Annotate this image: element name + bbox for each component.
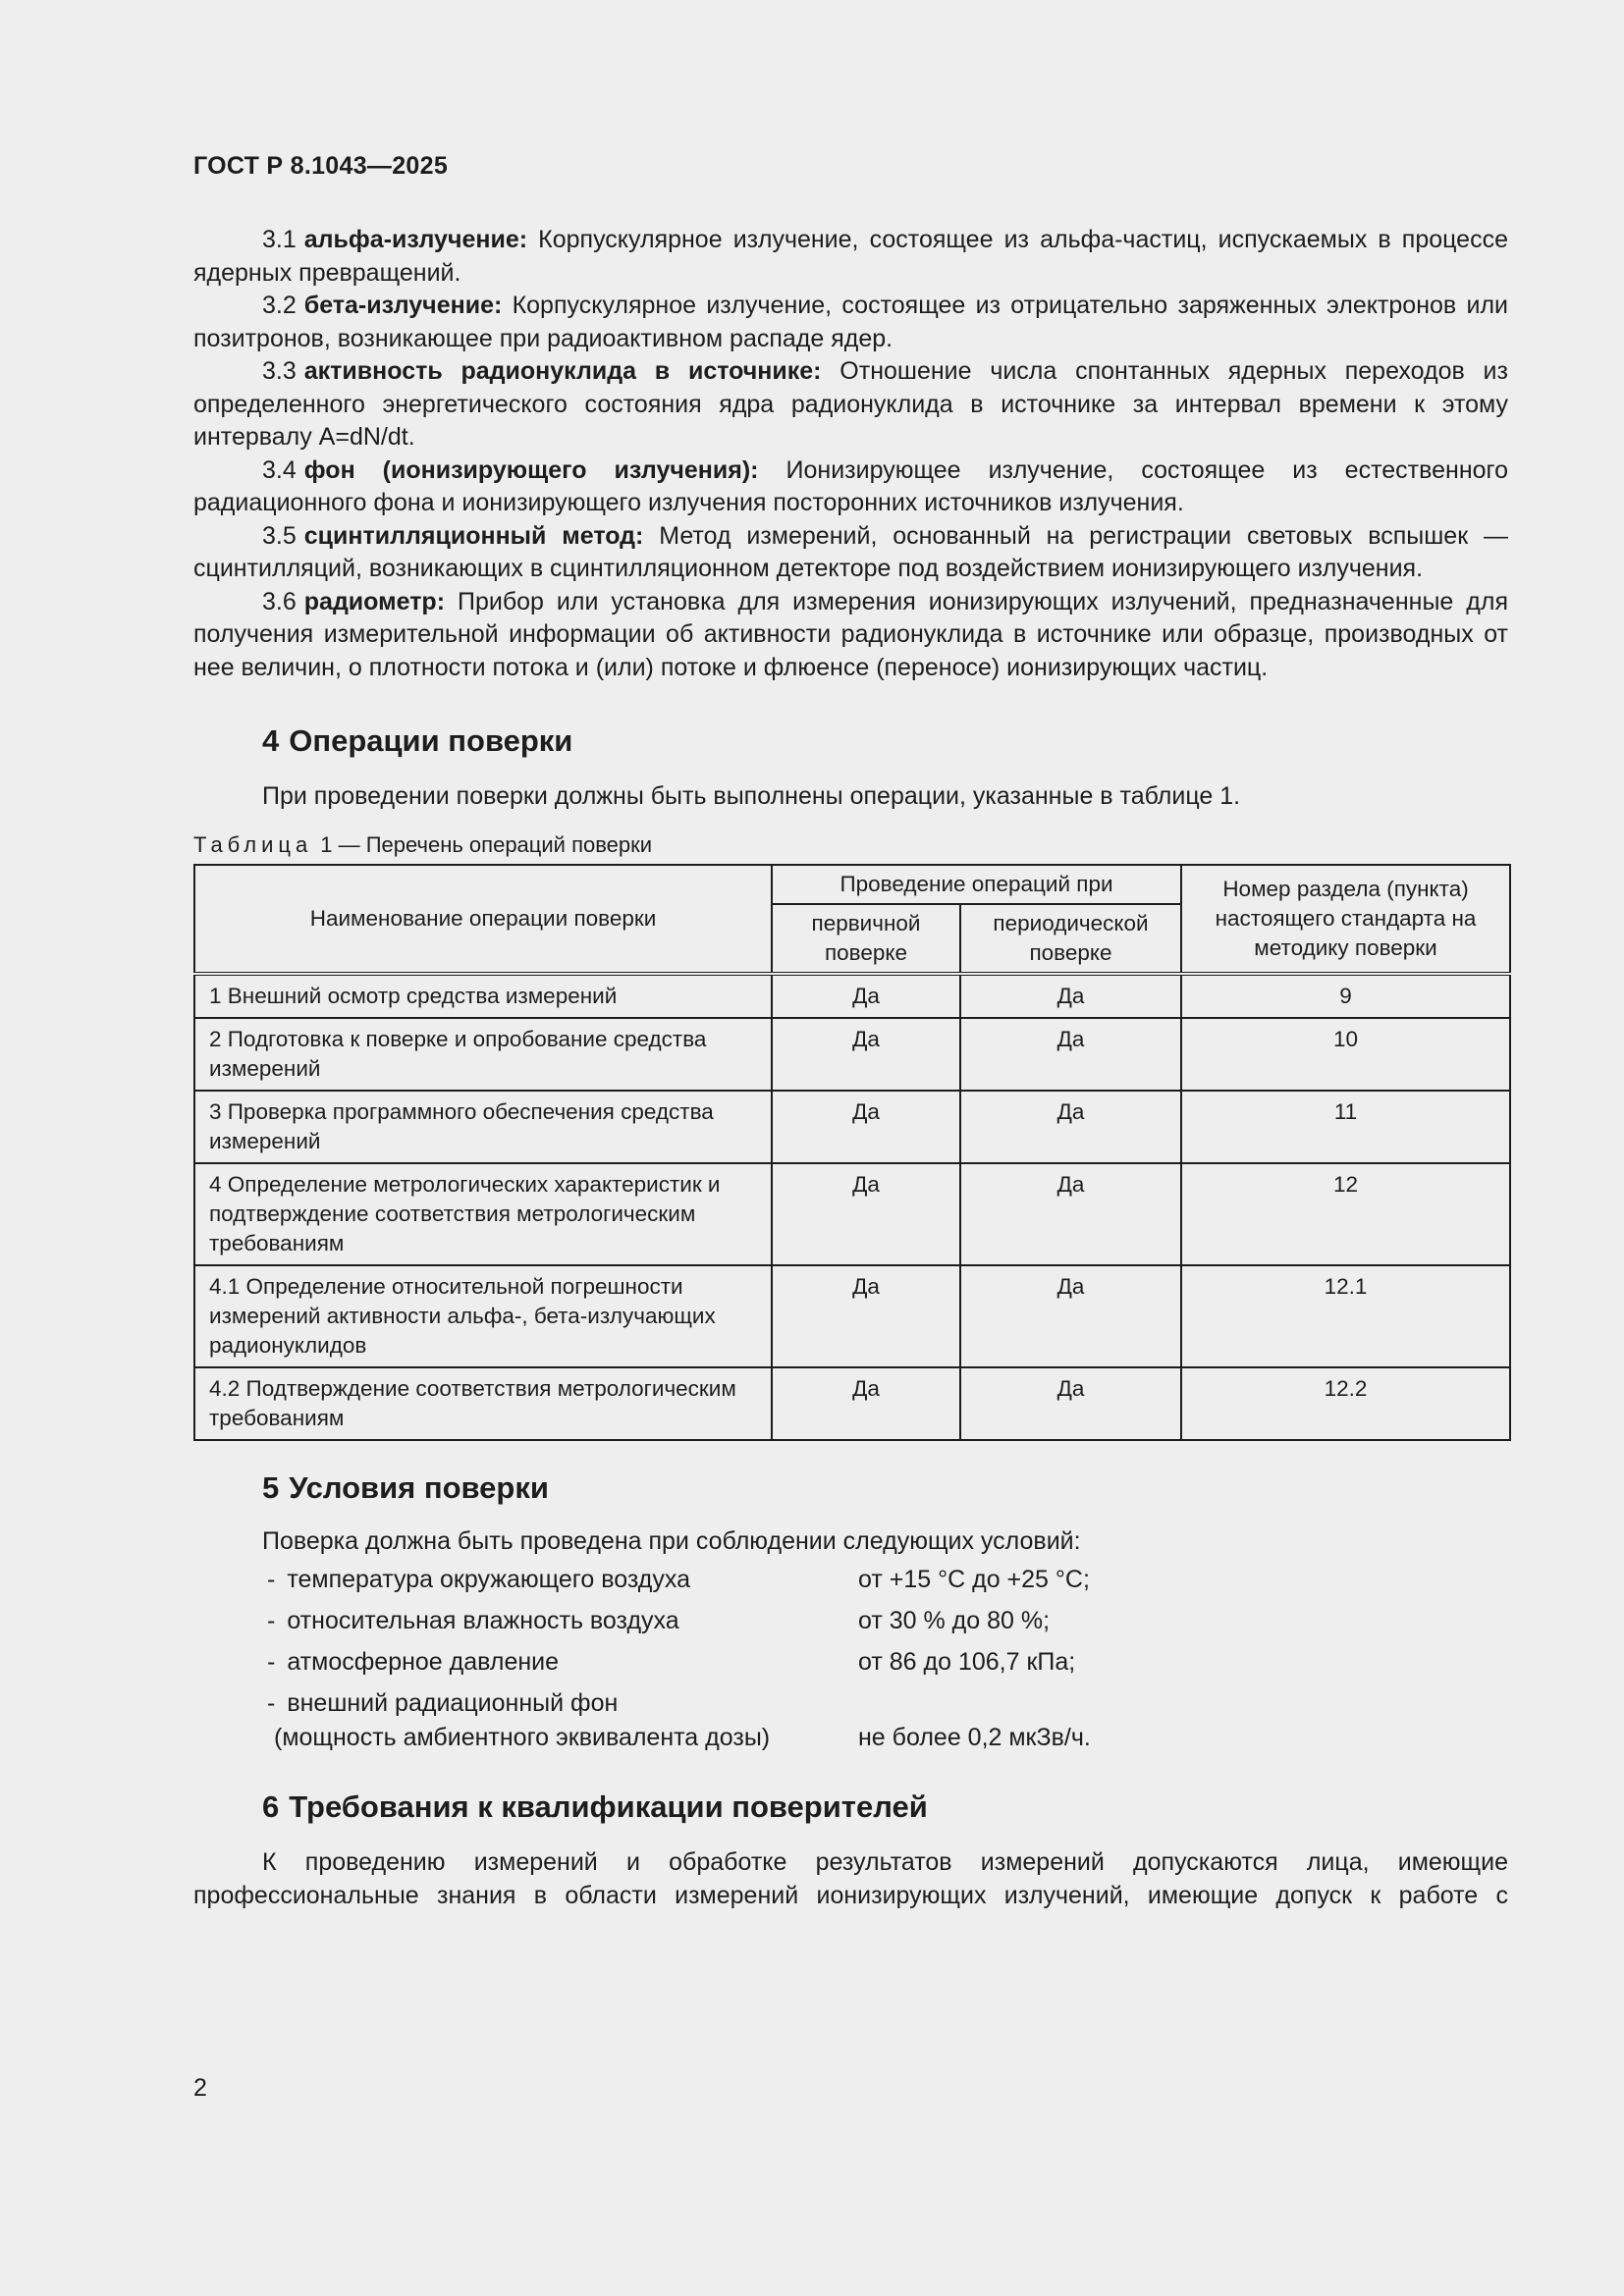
page-number: 2 [193,2074,207,2102]
periodic-cell: Да [960,1367,1181,1440]
definition-text: Ионизирующее излучение, состоящее из естественного радиационного фона и ионизирующего излучения посторонних источников излучения. [193,455,1508,516]
operation-name: 4.2 Подтверждение соответствия метрологическим требованиям [194,1367,772,1440]
definition-number: 3.1 [262,226,297,253]
document-code: ГОСТ Р 8.1043—2025 [193,152,449,180]
periodic-cell: Да [960,1265,1181,1367]
definition-text: Метод измерений, основанный на регистрации световых вспышек — сцинтилляций, возникающих в сцинтилляционном детекторе под воздействием ионизирующего излучения. [193,521,1508,582]
definition-3-3 [193,355,1508,454]
definition-3-4 [193,454,1508,520]
table-caption-word: Таблица [193,832,313,857]
section-4-intro: При проведении поверки должны быть выполнены операции, указанные в таблице 1. [262,782,1241,810]
table-caption [193,832,1508,858]
condition-sublabel: (мощность амбиентного эквивалента дозы) [274,1724,771,1751]
operation-name: 1 Внешний осмотр средства измерений [194,974,772,1018]
section-6-heading [193,1789,1508,1825]
condition-label: атмосферное давление [287,1648,560,1676]
section-number: 6 [262,1789,280,1824]
definition-text: Корпускулярное излучение, состоящее из альфа-частиц, испускаемых в процессе ядерных превращений. [193,226,1508,287]
condition-row: - относительная влажность воздуха от 30 % до 80 %; [193,1605,1508,1637]
header-periodic: периодической поверке [960,904,1181,974]
definition-term: радиометр: [303,587,446,615]
table-row [194,974,1510,1018]
primary-cell: Да [772,1018,960,1091]
primary-cell: Да [772,1367,960,1440]
condition-value: от +15 °С до +25 °С; [858,1566,1090,1593]
definition-3-1 [193,224,1508,290]
table-row [194,1367,1510,1440]
section-title: Условия поверки [289,1470,549,1505]
header-primary: первичной поверке [772,904,960,974]
section-title: Операции поверки [289,723,573,758]
condition-label: внешний радиационный фон [287,1689,619,1717]
primary-cell: Да [772,1091,960,1163]
periodic-cell: Да [960,1091,1181,1163]
definition-term: фон (ионизирующего излучения): [303,455,759,484]
section-title: Требования к квалификации поверителей [289,1789,928,1824]
definition-number: 3.6 [262,587,297,615]
periodic-cell: Да [960,1163,1181,1265]
table-row [194,1163,1510,1265]
section-number: 5 [262,1470,280,1505]
table-row [194,1091,1510,1163]
definition-term: активность радионуклида в источнике: [303,357,822,385]
header-operation-name: Наименование операции поверки [194,865,772,974]
operation-name: 4 Определение метрологических характеристик и подтверждение соответствия метрологическим требованиям [194,1163,772,1265]
definition-number: 3.5 [262,521,297,550]
operations-table [193,864,1511,1441]
definition-term: альфа-излучение: [303,226,528,253]
condition-label: температура окружающего воздуха [287,1566,690,1593]
primary-cell: Да [772,1265,960,1367]
primary-cell: Да [772,1163,960,1265]
definition-text: Корпускулярное излучение, состоящее из отрицательно заряженных электронов или позитронов, возникающее при радиоактивном распаде ядер. [193,292,1508,352]
condition-label: относительная влажность воздуха [287,1607,679,1634]
definition-number: 3.3 [262,357,297,385]
condition-value: от 86 до 106,7 кПа; [858,1648,1076,1676]
section-5-heading [193,1470,1508,1506]
section-ref-cell: 12.2 [1181,1367,1510,1440]
definition-text: Отношение числа спонтанных ядерных переходов из определенного энергетического состояния ядра радионуклида в источнике за интервал времени к этому интервалу A=dN/dt. [193,357,1508,451]
definition-text: Прибор или установка для измерения ионизирующих излучений, предназначенные для получения измерительной информации об активности радионуклида в источнике или образце, производных от нее величин, о плотности потока и (или) потоке и флюенсе (переносе) ионизирующих частиц. [193,587,1508,681]
condition-value: не более 0,2 мкЗв/ч. [858,1724,1091,1751]
table-row [194,1265,1510,1367]
section-ref-cell: 12 [1181,1163,1510,1265]
condition-row: - температура окружающего воздуха от +15 °С до +25 °С; [193,1564,1508,1596]
page-content [193,224,1508,1912]
primary-cell: Да [772,974,960,1018]
section-ref-cell: 10 [1181,1018,1510,1091]
operation-name: 3 Проверка программного обеспечения средства измерений [194,1091,772,1163]
section-ref-cell: 12.1 [1181,1265,1510,1367]
definition-number: 3.4 [262,455,297,484]
section-6-text: К проведению измерений и обработке результатов измерений допускаются лица, имеющие профессиональные знания в области измерений ионизирующих излучений, имеющие допуск к работе с [193,1848,1508,1909]
operation-name: 2 Подготовка к поверке и опробование средства измерений [194,1018,772,1091]
section-4-heading [193,723,1508,759]
section-ref-cell: 9 [1181,974,1510,1018]
condition-row: - внешний радиационный фон [267,1689,619,1717]
table-row [194,1018,1510,1091]
definition-number: 3.2 [262,292,297,319]
definition-3-5 [193,520,1508,586]
header-section-ref: Номер раздела (пункта) настоящего стандарта на методику поверки [1181,865,1510,974]
condition-row: - атмосферное давление от 86 до 106,7 кПа; [193,1646,1508,1679]
table-caption-text: 1 — Перечень операций поверки [320,832,653,857]
section-number: 4 [262,723,280,758]
operation-name: 4.1 Определение относительной погрешности измерений активности альфа-, бета-излучающих радионуклидов [194,1265,772,1367]
condition-value: от 30 % до 80 %; [858,1607,1051,1634]
definition-3-6 [193,586,1508,685]
definition-3-2 [193,290,1508,355]
section-5-intro: Поверка должна быть проведена при соблюдении следующих условий: [262,1527,1081,1555]
definition-term: сцинтилляционный метод: [303,521,644,550]
periodic-cell: Да [960,974,1181,1018]
condition-row [193,1722,1508,1754]
header-operations-group: Проведение операций при [772,865,1181,904]
periodic-cell: Да [960,1018,1181,1091]
section-ref-cell: 11 [1181,1091,1510,1163]
definition-term: бета-излучение: [303,292,503,319]
